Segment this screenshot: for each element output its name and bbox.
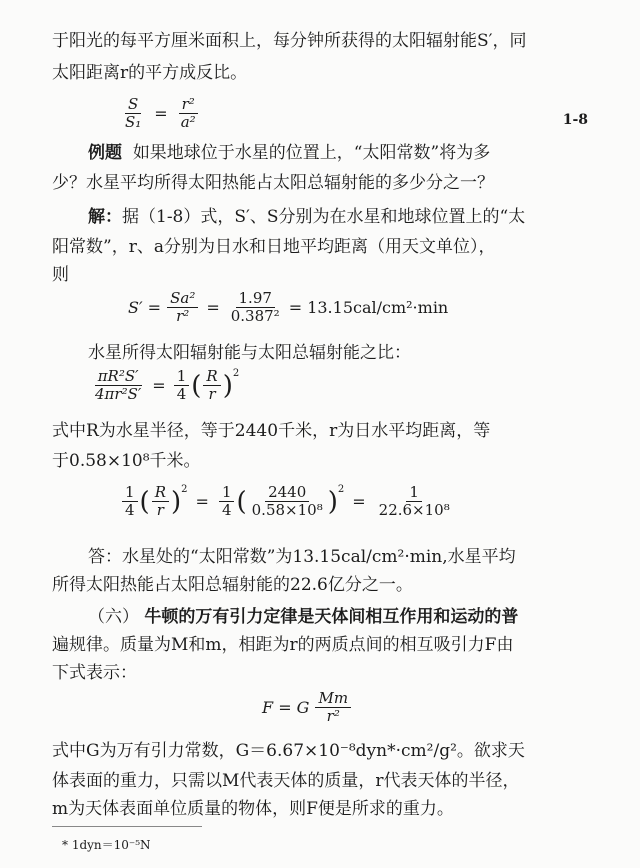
eq4-f2-den: r [156,501,164,519]
text-line: 阳常数”，r、a分别为日水和日地平均距离（用天文单位）， [52,237,496,257]
eq5-den: r² [326,707,340,725]
eq3-f2-num: 1 [174,368,190,386]
eq4-f3-den: 4 [221,501,232,519]
eq3-f1-num: πR²S′ [95,368,142,386]
text-line: 于阳光的每平方厘米面积上，每分钟所获得的太阳辐射能S′，同 [52,31,527,51]
example-label: 例题 [88,143,122,163]
text-line: 所得太阳热能占太阳总辐射能的22.6亿分之一。 [52,575,413,595]
example-text: 如果地球位于水星的位置上，“太阳常数”将为多 [132,143,491,163]
eq5-lhs: F = G [262,698,310,717]
equation-solar-constant: S′ = $\frac{\text{Sa²}}{\text{r²}}$ = $\frac{1.97}{\text{0.387²}}$ = 13.15cal/cm²·min [128,289,449,325]
footnote-divider [52,826,202,827]
eq4-f2-num: R [152,484,169,502]
eq4-exp2: 2 [337,484,345,495]
eq4-equals-2: = [352,492,366,511]
example-line [88,142,490,164]
eq1-den-r: a² [180,113,196,131]
eq3-f3-num: R [203,368,220,386]
equation-gravitation [262,690,353,725]
eq3-exp: 2 [232,368,240,379]
eq3-f1-den: 4πr²S′ [95,385,142,403]
text-line: 于0.58×10⁸千米。 [52,451,201,471]
text-line: m为天体表面单位质量的物体，则F便是所求的重力。 [52,799,454,819]
eq2-f1-den: r² [176,307,190,325]
equation-fraction: $\frac{1}{4}$ ( $\frac{R}{r}$ ) $^2$ = $\frac{1}{4}$ ( $\frac{2440}{\text{0.58×10⁸}}$ ) $^2$ = $\frac{1}{\text{22.6×10⁸}}$ [120,484,455,519]
equation-1-8 [120,96,201,131]
section-text: 牛顿的万有引力定律是天体间相互作用和运动的普 [144,607,519,627]
equation-number: 1-8 [562,112,588,128]
eq2-lhs: S′ = [128,298,162,317]
eq4-f3-num: 1 [219,484,235,502]
solution-text: 据（1-8）式，S′、S分别为在水星和地球位置上的“太 [122,207,526,227]
eq5-num: Mm [315,690,351,708]
text-line: 少？水星平均所得太阳热能占太阳总辐射能的多少分之一？ [52,173,494,193]
solution-line [88,206,525,228]
solution-label: 解： [88,207,122,227]
eq4-f4-num: 2440 [265,484,309,502]
eq2-f1-num: Sa² [167,290,198,308]
eq1-equals: = [154,104,168,123]
eq4-equals-1: = [195,492,209,511]
text-line: 体表面的重力，只需以M代表天体的质量，r代表天体的半径， [52,771,520,791]
text-line: 式中G为万有引力常数，G＝6.67×10⁻⁸dyn*·cm²/g²。欲求天 [52,741,525,761]
eq3-equals: = [152,376,166,395]
eq4-f4-den: 0.58×10⁸ [251,501,323,519]
text-line: 式中R为水星半径，等于2440千米，r为日水平均距离，等 [52,421,491,441]
text-line: 下式表示： [52,663,137,683]
eq4-f5-num: 1 [406,484,422,502]
section-label: （六） [88,607,139,627]
footnote: * 1dyn＝10⁻⁵N [62,838,151,852]
eq4-f1-num: 1 [122,484,138,502]
eq4-f5-den: 22.6×10⁸ [378,501,450,519]
text-line: 太阳距离r的平方成反比。 [52,63,248,83]
text-line: 遍规律。质量为M和m，相距为r的两质点间的相互吸引力F由 [52,635,514,655]
eq2-f2-num: 1.97 [236,290,275,308]
eq3-f2-den: 4 [176,385,187,403]
eq4-f1-den: 4 [125,501,135,519]
eq1-num-r: r² [179,96,198,114]
text-line: 则 [52,265,69,285]
eq2-rhs: = 13.15cal/cm²·min [288,298,449,317]
answer-line: 答：水星处的“太阳常数”为13.15cal/cm²·min,水星平均 [88,547,516,567]
section-line [88,606,518,628]
text-line: 水星所得太阳辐射能与太阳总辐射能之比： [88,343,411,363]
eq3-f3-den: r [208,385,216,403]
eq1-num-l: S [125,96,141,114]
eq4-exp: 2 [181,484,188,495]
eq1-den-l: S₁ [125,113,142,131]
equation-ratio: $\frac{\text{πR²S′}}{\text{4πr²S′}}$ = $\frac{1}{4}$ ( $\frac{R}{r}$ ) $^2$ [90,368,239,403]
eq2-f2-den: 0.387² [230,307,280,325]
